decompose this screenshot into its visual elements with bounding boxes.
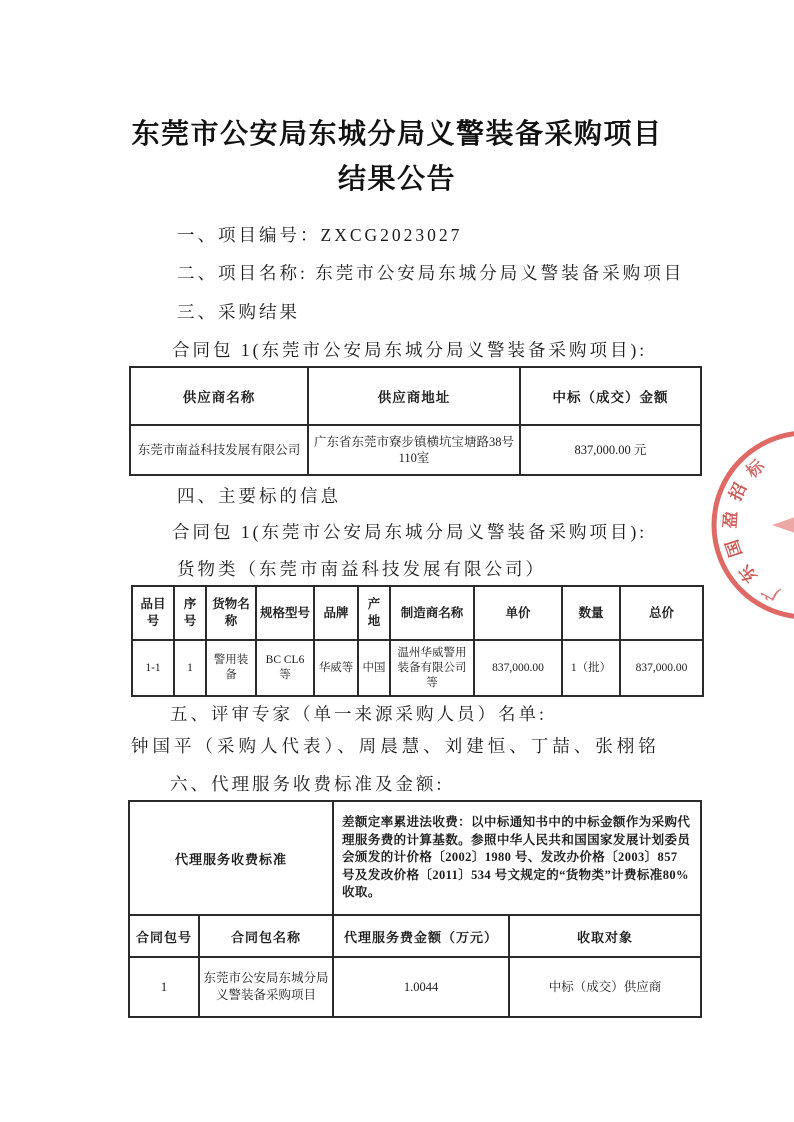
origin-header: 产地 xyxy=(358,586,390,640)
stamp-char-4: 盈 xyxy=(720,510,741,529)
supplier-address-cell: 广东省东莞市寮步镇横坑宝塘路38号110室 xyxy=(308,425,520,475)
spec-model-cell: BC CL6等 xyxy=(256,640,314,696)
manufacturer-cell: 温州华威警用装备有限公司等 xyxy=(390,640,474,696)
fee-amount-header: 代理服务费金额（万元） xyxy=(333,915,509,957)
seq-no-header: 序号 xyxy=(174,586,206,640)
fee-standard-text-cell: 差额定率累进法收费：以中标通知书中的中标金额作为采购代理服务费的计算基数。参照中华人民共和国国家发展计划委员会颁发的计价格〔2002〕1980 号、发改办价格〔2003〕857 号及发改价格〔2011〕534 号文规定的“货物类”计费标准80%收取。 xyxy=(333,801,701,915)
fee-table-header-row xyxy=(129,915,701,957)
item-no-cell: 1-1 xyxy=(132,640,174,696)
goods-category-line: 货物类（东莞市南益科技发展有限公司） xyxy=(177,559,546,579)
supplier-table xyxy=(129,366,702,476)
supplier-table-row xyxy=(130,425,701,475)
package-name-cell: 东莞市公安局东城分局义警装备采购项目 xyxy=(199,957,333,1017)
stamp-char-3: 国 xyxy=(722,537,746,560)
fee-amount-cell: 1.0044 xyxy=(333,957,509,1017)
brand-header: 品牌 xyxy=(314,586,358,640)
contract-package-line-2: 合同包 1(东莞市公安局东城分局义警装备采购项目): xyxy=(172,522,648,542)
fee-standard-label-cell: 代理服务收费标准 xyxy=(129,801,333,915)
stamp-char-1: 广 xyxy=(758,579,783,605)
goods-table-row xyxy=(132,640,703,696)
page-title-line2: 结果公告 xyxy=(337,164,456,195)
section-agency-fee: 六、代理服务收费标准及金额: xyxy=(170,774,445,794)
contract-package-line-1: 合同包 1(东莞市公安局东城分局义警装备采购项目): xyxy=(172,340,648,360)
fee-payer-cell: 中标（成交）供应商 xyxy=(509,957,701,1017)
section-project-name: 二、项目名称: 东莞市公安局东城分局义警装备采购项目 xyxy=(177,263,685,283)
manufacturer-header: 制造商名称 xyxy=(390,586,474,640)
stamp-char-2: 东 xyxy=(735,561,761,587)
supplier-table-header-row xyxy=(130,367,701,425)
unit-price-header: 单价 xyxy=(474,586,562,640)
seq-no-cell: 1 xyxy=(174,640,206,696)
total-price-header: 总价 xyxy=(620,586,703,640)
supplier-address-header: 供应商地址 xyxy=(308,367,520,425)
page-title xyxy=(0,112,794,202)
package-no-cell: 1 xyxy=(129,957,199,1017)
goods-table xyxy=(131,585,704,697)
award-amount-cell: 837,000.00 元 xyxy=(520,425,701,475)
fee-standard-row xyxy=(129,801,701,915)
award-amount-header: 中标（成交）金额 xyxy=(520,367,701,425)
stamp-char-5: 招 xyxy=(725,480,751,504)
official-seal-stamp xyxy=(706,425,794,625)
brand-cell: 华威等 xyxy=(314,640,358,696)
fee-table-row xyxy=(129,957,701,1017)
fee-payer-header: 收取对象 xyxy=(509,915,701,957)
section-project-number: 一、项目编号：ZXCG2023027 xyxy=(177,225,463,245)
package-no-header: 合同包号 xyxy=(129,915,199,957)
section-procurement-result: 三、采购结果 xyxy=(177,302,300,322)
package-name-header: 合同包名称 xyxy=(199,915,333,957)
quantity-header: 数量 xyxy=(562,586,620,640)
page-title-line1: 东莞市公安局东城分局义警装备采购项目 xyxy=(131,119,663,150)
supplier-name-header: 供应商名称 xyxy=(130,367,308,425)
stamp-circle xyxy=(714,433,794,617)
item-no-header: 品目号 xyxy=(132,586,174,640)
goods-table-header-row xyxy=(132,586,703,640)
unit-price-cell: 837,000.00 xyxy=(474,640,562,696)
origin-cell: 中国 xyxy=(358,640,390,696)
spec-model-header: 规格型号 xyxy=(256,586,314,640)
total-price-cell: 837,000.00 xyxy=(620,640,703,696)
goods-name-header: 货物名称 xyxy=(206,586,256,640)
stamp-char-6: 标 xyxy=(742,456,769,482)
expert-names: 钟国平（采购人代表）、周晨慧、刘建恒、丁喆、张栩铭 xyxy=(131,736,660,756)
quantity-cell: 1（批） xyxy=(562,640,620,696)
goods-name-cell: 警用装备 xyxy=(206,640,256,696)
supplier-name-cell: 东莞市南益科技发展有限公司 xyxy=(130,425,308,475)
section-main-subject-info: 四、主要标的信息 xyxy=(177,486,341,506)
section-expert-list: 五、评审专家（单一来源采购人员）名单: xyxy=(170,704,547,724)
agency-fee-table xyxy=(128,800,702,1018)
stamp-star-icon xyxy=(772,493,794,558)
